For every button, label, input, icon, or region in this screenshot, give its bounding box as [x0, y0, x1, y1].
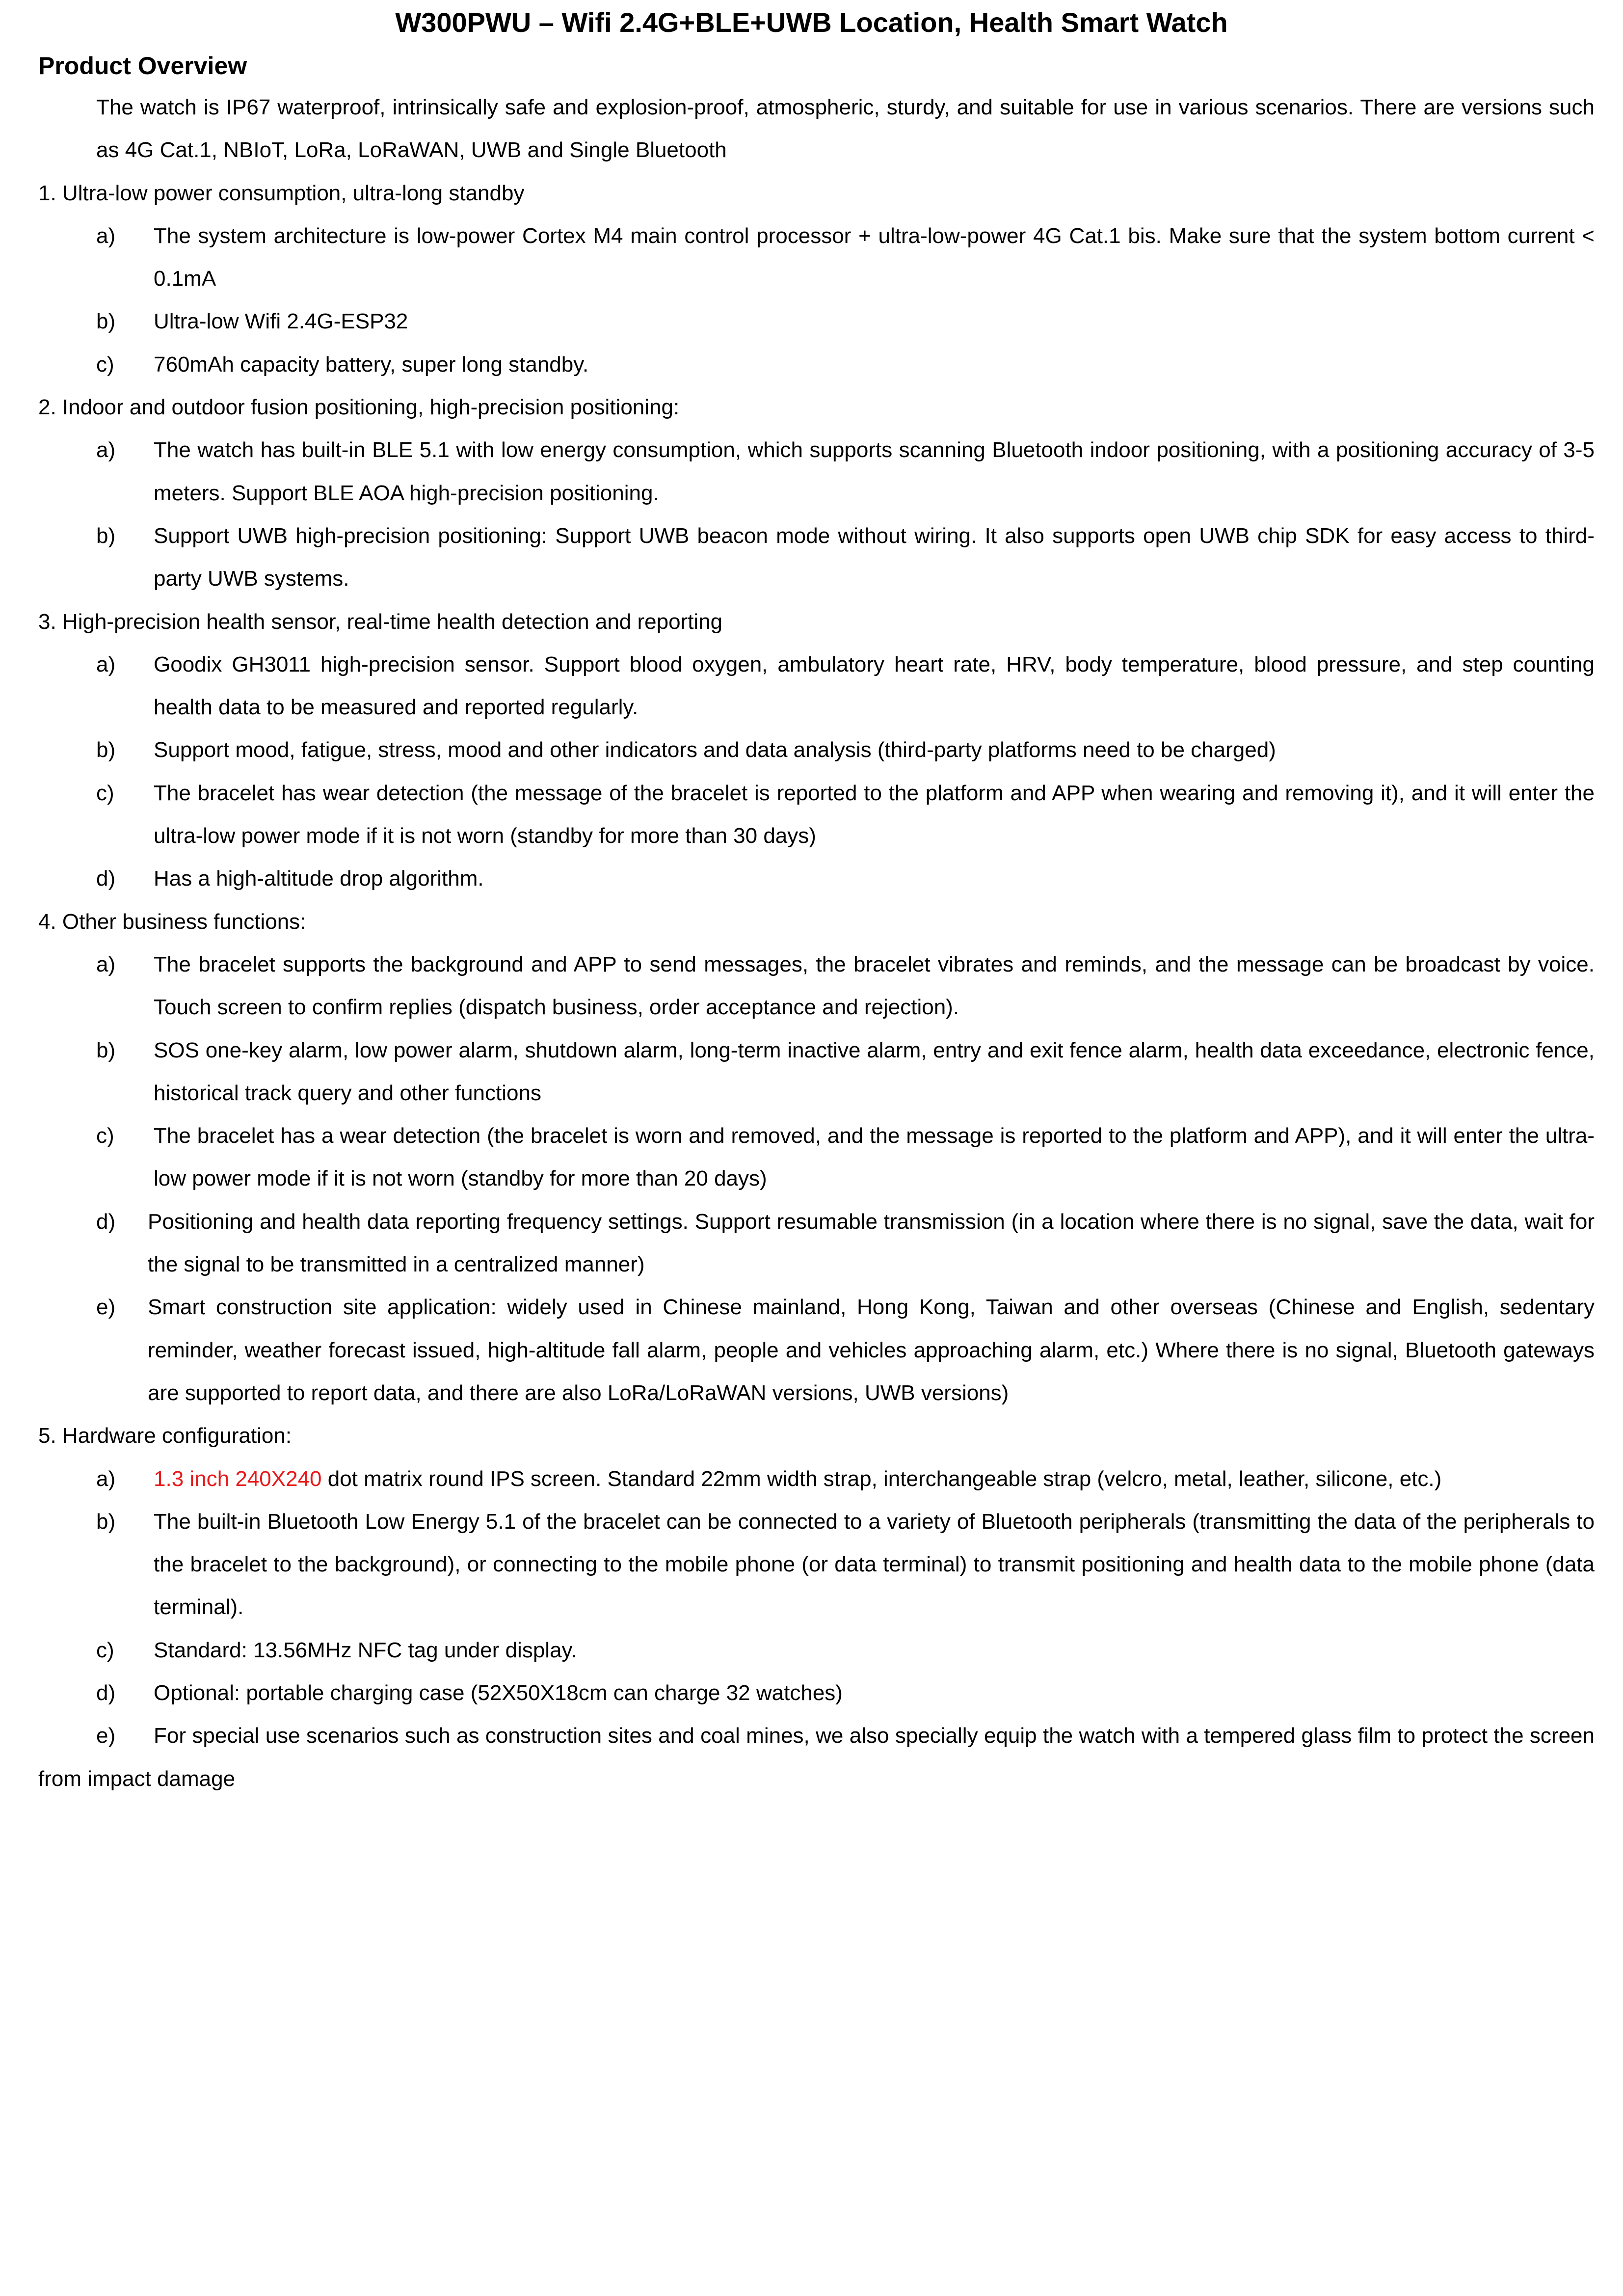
section-title: 3. High-precision health sensor, real-time health detection and reporting — [38, 609, 723, 634]
screen-spec-highlight: 1.3 inch 240X240 — [154, 1466, 322, 1491]
section-title: 4. Other business functions: — [38, 909, 306, 934]
item-letter: c) — [96, 352, 114, 377]
list-item — [96, 215, 1595, 300]
item-letter: a) — [96, 438, 116, 462]
item-text: Ultra-low Wifi 2.4G-ESP32 — [154, 309, 408, 334]
item-text: Support UWB high-precision positioning: Support UWB beacon mode without wiring. It also supports open UWB chip SDK for easy access to third-party UWB systems. — [154, 523, 1595, 591]
item-text: The bracelet has a wear detection (the bracelet is worn and removed, and the message is reported to the platform and APP), and it will enter the ultra-low power mode if it is not worn (standby for more than 20 days) — [154, 1124, 1595, 1191]
item-letter: b) — [96, 1038, 116, 1062]
item-text: The system architecture is low-power Cortex M4 main control processor + ultra-low-power 4G Cat.1 bis. Make sure that the system bottom current < 0.1mA — [154, 223, 1595, 291]
list-item — [96, 1629, 1595, 1672]
item-letter: a) — [96, 652, 116, 676]
item-text — [154, 1458, 1595, 1500]
list-item — [96, 300, 1595, 343]
section-title: 2. Indoor and outdoor fusion positioning, high-precision positioning: — [38, 395, 680, 420]
section-business — [0, 900, 1623, 1415]
overview-heading: Product Overview — [38, 52, 247, 80]
item-letter: e) — [96, 1295, 116, 1320]
list-item — [96, 1114, 1595, 1200]
list-item — [96, 429, 1595, 514]
list-item — [96, 514, 1595, 600]
list-item — [96, 857, 1595, 900]
section-hardware — [0, 1414, 1623, 1800]
item-text: Has a high-altitude drop algorithm. — [154, 866, 484, 891]
item-text: 760mAh capacity battery, super long standby. — [154, 352, 589, 377]
item-text: Smart construction site application: widely used in Chinese mainland, Hong Kong, Taiwan and other overseas (Chinese and English, sedentary reminder, weather forecast issued, high-altitude fall alarm, people and vehicles approaching alarm, etc.) Where there is no signal, Bluetooth gateways are supported to report data, and there are also LoRa/LoRaWAN versions, UWB versions) — [148, 1295, 1595, 1405]
section-health — [0, 600, 1623, 900]
list-item — [96, 1500, 1595, 1629]
list-item — [96, 1200, 1595, 1286]
list-item — [96, 1458, 1595, 1500]
item-text: The built-in Bluetooth Low Energy 5.1 of the bracelet can be connected to a variety of Bluetooth peripherals (transmitting the data of the peripherals to the bracelet to the background), or connecting to the mobile phone (or data terminal) to transmit positioning and health data to the mobile phone (data terminal). — [154, 1509, 1595, 1620]
intro-paragraph: The watch is IP67 waterproof, intrinsically safe and explosion-proof, atmospheric, sturdy, and suitable for use in various scenarios. There are versions such as 4G Cat.1, NBIoT, LoRa, LoRaWAN, UWB and Single Bluetooth — [96, 95, 1595, 162]
document-body — [0, 86, 1623, 1800]
list-item — [96, 1286, 1595, 1414]
item-letter: b) — [96, 523, 116, 548]
item-text: Support mood, fatigue, stress, mood and other indicators and data analysis (third-party platforms need to be charged) — [154, 738, 1276, 762]
list-item — [38, 1714, 1595, 1800]
item-text: Optional: portable charging case (52X50X18cm can charge 32 watches) — [154, 1680, 843, 1705]
item-letter: d) — [96, 866, 116, 891]
list-item — [96, 1672, 1595, 1714]
item-letter: b) — [96, 738, 116, 762]
section-title: 5. Hardware configuration: — [38, 1424, 292, 1448]
item-letter: c) — [96, 1638, 114, 1662]
item-text: SOS one-key alarm, low power alarm, shutdown alarm, long-term inactive alarm, entry and exit fence alarm, health data exceedance, electronic fence, historical track query and other functions — [154, 1038, 1595, 1105]
list-item — [96, 643, 1595, 729]
item-text: Goodix GH3011 high-precision sensor. Support blood oxygen, ambulatory heart rate, HRV, body temperature, blood pressure, and step counting health data to be measured and reported regularly. — [154, 652, 1595, 720]
list-item — [96, 1029, 1595, 1115]
section-positioning — [0, 386, 1623, 600]
item-letter: b) — [96, 1509, 116, 1534]
list-item — [96, 729, 1595, 771]
item-text: For special use scenarios such as construction sites and coal mines, we also specially equip the watch with a tempered glass film to protect the screen from impact damage — [38, 1724, 1595, 1791]
list-item — [96, 343, 1595, 386]
section-power — [0, 172, 1623, 386]
list-item — [96, 772, 1595, 858]
section-title: 1. Ultra-low power consumption, ultra-long standby — [38, 181, 525, 205]
item-text: The bracelet has wear detection (the message of the bracelet is reported to the platform and APP when wearing and removing it), and it will enter the ultra-low power mode if it is not worn (standby for more than 30 days) — [154, 781, 1595, 848]
item-text: The watch has built-in BLE 5.1 with low energy consumption, which supports scanning Bluetooth indoor positioning, with a positioning accuracy of 3-5 meters. Support BLE AOA high-precision positioning. — [154, 438, 1595, 505]
item-text: Positioning and health data reporting frequency settings. Support resumable transmission (in a location where there is no signal, save the data, wait for the signal to be transmitted in a centralized manner) — [148, 1209, 1595, 1277]
item-letter: d) — [96, 1209, 116, 1234]
item-letter: c) — [96, 1124, 114, 1148]
item-letter: d) — [96, 1680, 116, 1705]
document-title: W300PWU – Wifi 2.4G+BLE+UWB Location, Health Smart Watch — [395, 7, 1228, 38]
item-letter: b) — [96, 309, 116, 334]
item-letter: a) — [96, 1466, 116, 1491]
item-letter: c) — [96, 781, 114, 805]
item-letter: a) — [96, 223, 116, 248]
item-text-rest: dot matrix round IPS screen. Standard 22mm width strap, interchangeable strap (velcro, metal, leather, silicone, etc.) — [321, 1466, 1442, 1491]
list-item — [96, 943, 1595, 1029]
item-letter: a) — [96, 952, 116, 976]
item-letter: e) — [96, 1724, 116, 1748]
item-text: The bracelet supports the background and APP to send messages, the bracelet vibrates and reminds, and the message can be broadcast by voice. Touch screen to confirm replies (dispatch business, order acceptance and rejection). — [154, 952, 1595, 1020]
item-text: Standard: 13.56MHz NFC tag under display. — [154, 1638, 577, 1662]
